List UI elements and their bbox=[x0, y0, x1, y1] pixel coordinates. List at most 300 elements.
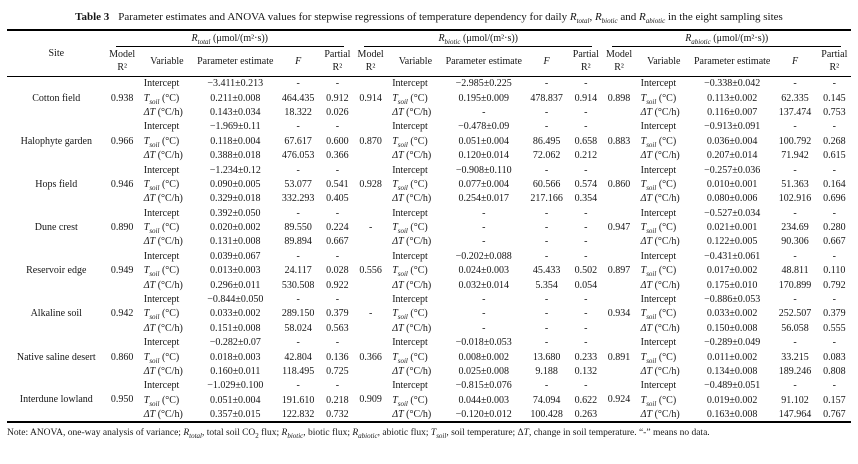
estimate-value: 0.051±0.004 bbox=[210, 394, 261, 406]
f-value: - bbox=[793, 164, 797, 176]
variable-symbol: T bbox=[640, 178, 647, 190]
variable-unit: (°C/h) bbox=[403, 322, 432, 334]
estimate-value: 0.051±0.004 bbox=[458, 135, 509, 147]
f-value: 42.804 bbox=[284, 351, 312, 363]
f-value: 58.024 bbox=[284, 322, 312, 334]
variable-label bbox=[139, 134, 195, 148]
variable-unit: (°C) bbox=[159, 308, 180, 320]
variable-label bbox=[387, 134, 443, 148]
variable-symbol: T bbox=[143, 351, 150, 363]
table-row bbox=[7, 336, 851, 350]
column-header-partial: Partial R² bbox=[321, 47, 354, 77]
f-value: - bbox=[793, 121, 797, 133]
f-value: 45.433 bbox=[532, 265, 561, 277]
model-r2-value: 0.870 bbox=[359, 135, 382, 147]
variable-subscript: soil bbox=[646, 97, 657, 106]
estimate-value: 0.017±0.002 bbox=[706, 265, 758, 277]
variable-subscript: soil bbox=[397, 356, 408, 365]
variable-unit: (°C) bbox=[656, 92, 677, 104]
f-value: 289.150 bbox=[281, 308, 315, 320]
site-name: Halophyte garden bbox=[20, 135, 92, 147]
variable-symbol: T bbox=[392, 265, 398, 277]
partial-r2-value: - bbox=[832, 380, 836, 392]
f-value: - bbox=[544, 121, 549, 133]
variable-symbol: T bbox=[640, 308, 647, 320]
variable-label: Intercept bbox=[640, 380, 677, 392]
f-value: - bbox=[793, 380, 797, 392]
variable-unit: (°C) bbox=[407, 178, 428, 190]
partial-r2-value: 0.218 bbox=[326, 394, 349, 406]
variable-unit: (°C/h) bbox=[155, 279, 183, 291]
variable-symbol: ΔT bbox=[392, 193, 404, 205]
table-number: Table 3 bbox=[75, 11, 110, 23]
variable-subscript: soil bbox=[397, 270, 408, 278]
text-segment: 2 bbox=[255, 431, 259, 440]
variable-unit: (°C) bbox=[656, 308, 677, 320]
estimate-value: 0.211±0.008 bbox=[210, 92, 261, 104]
estimate-value: 0.195±0.009 bbox=[458, 92, 509, 104]
table-note bbox=[7, 428, 851, 438]
variable-symbol: T bbox=[392, 135, 398, 147]
group-label-part: R bbox=[438, 33, 445, 44]
partial-r2-value: 0.600 bbox=[326, 135, 349, 147]
f-value: 234.69 bbox=[781, 222, 809, 234]
variable-subscript: soil bbox=[397, 183, 408, 192]
estimate-value: 0.388±0.018 bbox=[210, 150, 261, 162]
variable-unit: (°C) bbox=[407, 222, 428, 234]
model-r2-value: 0.883 bbox=[607, 135, 631, 147]
estimate-value: −0.844±0.050 bbox=[207, 294, 264, 306]
variable-label bbox=[387, 364, 443, 378]
partial-r2-value: 0.732 bbox=[326, 408, 349, 420]
partial-r2-value: 0.922 bbox=[326, 279, 349, 291]
estimate-value: −0.908±0.110 bbox=[455, 164, 512, 176]
estimate-value: −0.338±0.042 bbox=[704, 78, 761, 90]
f-value: - bbox=[793, 207, 797, 219]
variable-unit: (°C) bbox=[656, 394, 677, 406]
partial-r2-value: 0.145 bbox=[823, 92, 846, 104]
column-header-estimate: Parameter estimate bbox=[444, 47, 524, 77]
estimate-value: 0.163±0.008 bbox=[706, 408, 758, 420]
estimate-value: −0.527±0.034 bbox=[704, 207, 761, 219]
f-value: 252.507 bbox=[778, 308, 812, 320]
f-value: - bbox=[544, 106, 549, 118]
partial-r2-value: - bbox=[335, 207, 340, 219]
variable-label bbox=[139, 393, 195, 407]
estimate-value: 0.010±0.001 bbox=[706, 178, 758, 190]
model-r2-value: 0.928 bbox=[359, 178, 382, 190]
variable-unit: (°C) bbox=[159, 351, 180, 363]
f-value: 530.508 bbox=[281, 279, 315, 291]
site-name: Cotton field bbox=[32, 92, 81, 104]
f-value: - bbox=[296, 164, 300, 176]
variable-symbol: ΔT bbox=[640, 150, 653, 162]
estimate-value: −0.478±0.09 bbox=[458, 121, 510, 133]
column-header-f: F bbox=[276, 47, 321, 77]
variable-unit: (°C/h) bbox=[155, 106, 183, 118]
partial-r2-value: - bbox=[832, 337, 836, 349]
table-row bbox=[7, 292, 851, 306]
variable-label bbox=[636, 393, 692, 407]
partial-r2-value: 0.502 bbox=[574, 265, 598, 277]
model-r2-value: 0.946 bbox=[110, 178, 134, 190]
column-header-site: Site bbox=[7, 30, 106, 77]
variable-label: Intercept bbox=[640, 121, 677, 133]
partial-r2-value: 0.132 bbox=[574, 366, 598, 377]
estimate-value: −1.234±0.12 bbox=[209, 164, 261, 176]
text-segment: , change in soil temperature. “-” means no data. bbox=[528, 427, 710, 438]
variable-label: Intercept bbox=[143, 294, 180, 306]
variable-unit: (°C) bbox=[656, 265, 677, 277]
variable-symbol: T bbox=[143, 135, 150, 147]
estimate-value: - bbox=[482, 308, 486, 320]
partial-r2-value: - bbox=[335, 294, 340, 306]
estimate-value: 0.090±0.005 bbox=[210, 178, 261, 190]
variable-unit: (°C) bbox=[407, 394, 428, 406]
model-r2-value: 0.891 bbox=[607, 351, 631, 363]
variable-unit: (°C/h) bbox=[652, 236, 680, 248]
variable-subscript: soil bbox=[149, 313, 160, 322]
estimate-value: −0.120±0.012 bbox=[455, 408, 512, 420]
variable-unit: (°C/h) bbox=[403, 236, 432, 248]
variable-label bbox=[139, 364, 195, 378]
variable-symbol: T bbox=[640, 92, 647, 104]
variable-label bbox=[387, 264, 443, 278]
model-r2-value: 0.934 bbox=[607, 308, 631, 320]
variable-symbol: T bbox=[640, 394, 647, 406]
estimate-value: −0.289±0.049 bbox=[704, 337, 761, 349]
model-r2-value: 0.914 bbox=[359, 92, 382, 104]
variable-unit: (°C) bbox=[656, 351, 677, 363]
variable-label bbox=[387, 177, 443, 191]
f-value: 48.811 bbox=[781, 265, 809, 277]
variable-symbol: ΔT bbox=[640, 366, 653, 377]
estimate-value: 0.150±0.008 bbox=[706, 322, 758, 334]
f-value: 118.495 bbox=[282, 366, 315, 377]
variable-label bbox=[139, 307, 195, 321]
group-header-rabiotic bbox=[602, 30, 851, 47]
group-label-part: (μmol/(m²·s)) bbox=[710, 33, 769, 44]
variable-symbol: T bbox=[392, 351, 398, 363]
variable-symbol: T bbox=[640, 135, 647, 147]
variable-label bbox=[139, 321, 195, 335]
variable-unit: (°C/h) bbox=[403, 150, 432, 162]
variable-subscript: soil bbox=[646, 183, 657, 192]
variable-label bbox=[387, 235, 443, 249]
text-segment: biotic bbox=[601, 17, 618, 26]
estimate-value: 0.044±0.003 bbox=[458, 394, 509, 406]
variable-symbol: ΔT bbox=[392, 106, 404, 118]
partial-r2-value: 0.574 bbox=[574, 178, 598, 190]
text-segment: Parameter estimates and ANOVA values for stepwise regressions of temperature dependency for daily bbox=[118, 11, 570, 23]
f-value: 100.428 bbox=[530, 408, 563, 420]
f-value: - bbox=[793, 294, 797, 306]
text-segment: R bbox=[639, 11, 646, 23]
estimate-value: 0.020±0.002 bbox=[210, 222, 261, 234]
variable-symbol: ΔT bbox=[392, 236, 404, 248]
column-header-f: F bbox=[772, 47, 817, 77]
estimate-value: −3.411±0.213 bbox=[207, 78, 264, 90]
model-r2-value: 0.950 bbox=[110, 394, 134, 406]
variable-symbol: ΔT bbox=[143, 322, 156, 334]
partial-r2-value: - bbox=[584, 380, 588, 392]
partial-r2-value: 0.157 bbox=[823, 394, 846, 406]
partial-r2-value: - bbox=[832, 164, 836, 176]
partial-r2-value: 0.541 bbox=[326, 178, 349, 190]
variable-symbol: ΔT bbox=[640, 236, 653, 248]
model-r2-value: 0.924 bbox=[607, 394, 631, 406]
model-r2-value: 0.909 bbox=[359, 394, 382, 406]
f-value: - bbox=[544, 380, 549, 392]
f-value: - bbox=[793, 250, 797, 262]
variable-label bbox=[636, 307, 692, 321]
f-value: 74.094 bbox=[532, 394, 561, 406]
variable-unit: (°C) bbox=[159, 394, 180, 406]
partial-r2-value: - bbox=[832, 121, 836, 133]
variable-unit: (°C) bbox=[407, 92, 428, 104]
group-label-part: (μmol/(m²·s)) bbox=[210, 33, 269, 44]
partial-r2-value: - bbox=[335, 337, 340, 349]
variable-symbol: ΔT bbox=[392, 322, 404, 334]
text-segment: flux; bbox=[258, 427, 282, 438]
partial-r2-value: 0.366 bbox=[326, 150, 349, 162]
partial-r2-value: - bbox=[832, 294, 836, 306]
variable-symbol: T bbox=[392, 394, 398, 406]
estimate-value: 0.033±0.002 bbox=[210, 308, 261, 320]
partial-r2-value: 0.054 bbox=[574, 279, 598, 291]
text-segment: and bbox=[617, 11, 640, 23]
variable-label bbox=[387, 220, 443, 234]
variable-unit: (°C) bbox=[656, 135, 677, 147]
variable-subscript: soil bbox=[646, 227, 657, 235]
group-label-part: abiotic bbox=[691, 38, 711, 46]
variable-unit: (°C/h) bbox=[652, 150, 680, 162]
estimate-value: 0.008±0.002 bbox=[458, 351, 509, 363]
text-segment: abiotic bbox=[358, 431, 378, 440]
f-value: 67.617 bbox=[284, 135, 312, 147]
estimate-value: −1.029±0.100 bbox=[207, 380, 264, 392]
partial-r2-value: 0.028 bbox=[326, 265, 349, 277]
partial-r2-value: 0.083 bbox=[823, 351, 846, 363]
estimate-value: 0.013±0.003 bbox=[210, 265, 261, 277]
f-value: - bbox=[296, 250, 300, 262]
partial-r2-value: 0.912 bbox=[326, 92, 349, 104]
variable-label bbox=[139, 235, 195, 249]
variable-label: Intercept bbox=[392, 78, 428, 90]
variable-subscript: soil bbox=[646, 356, 657, 365]
f-value: 102.916 bbox=[778, 193, 812, 205]
variable-unit: (°C/h) bbox=[155, 322, 183, 334]
estimate-value: 0.080±0.006 bbox=[706, 193, 758, 205]
f-value: 86.495 bbox=[532, 135, 561, 147]
variable-label: Intercept bbox=[392, 294, 428, 306]
partial-r2-value: - bbox=[584, 222, 588, 234]
variable-unit: (°C/h) bbox=[155, 193, 183, 205]
estimate-value: 0.131±0.008 bbox=[210, 236, 261, 248]
variable-unit: (°C) bbox=[159, 178, 180, 190]
variable-symbol: ΔT bbox=[143, 236, 156, 248]
variable-subscript: soil bbox=[397, 97, 408, 106]
partial-r2-value: 0.224 bbox=[326, 222, 349, 234]
variable-symbol: ΔT bbox=[640, 408, 653, 420]
estimate-value: 0.077±0.004 bbox=[458, 178, 509, 190]
variable-unit: (°C/h) bbox=[652, 322, 680, 334]
group-label bbox=[116, 31, 344, 47]
variable-unit: (°C/h) bbox=[403, 193, 432, 205]
variable-label: Intercept bbox=[392, 250, 428, 262]
variable-label bbox=[636, 235, 692, 249]
partial-r2-value: 0.263 bbox=[574, 408, 598, 420]
partial-r2-value: - bbox=[584, 106, 588, 118]
f-value: 464.435 bbox=[281, 92, 315, 104]
estimate-value: 0.329±0.018 bbox=[210, 193, 261, 205]
estimate-value: −0.913±0.091 bbox=[704, 121, 761, 133]
column-header-model: Model R² bbox=[354, 47, 387, 77]
variable-label bbox=[139, 105, 195, 119]
model-r2-value: 0.897 bbox=[607, 265, 631, 277]
text-segment: , abiotic flux; bbox=[377, 427, 431, 438]
column-header-estimate: Parameter estimate bbox=[195, 47, 275, 77]
partial-r2-value: 0.914 bbox=[574, 92, 598, 104]
variable-symbol: T bbox=[143, 265, 150, 277]
variable-label bbox=[387, 407, 443, 421]
text-segment: in the eight sampling sites bbox=[665, 11, 783, 23]
variable-unit: (°C) bbox=[407, 351, 428, 363]
column-header-partial: Partial R² bbox=[569, 47, 602, 77]
variable-label bbox=[387, 321, 443, 335]
variable-label bbox=[139, 407, 195, 421]
variable-unit: (°C/h) bbox=[652, 408, 680, 420]
variable-symbol: T bbox=[640, 265, 647, 277]
variable-subscript: soil bbox=[149, 399, 160, 408]
estimate-value: 0.134±0.008 bbox=[706, 366, 758, 377]
variable-symbol: ΔT bbox=[392, 408, 404, 420]
variable-symbol: T bbox=[640, 222, 647, 234]
site-name: Dune crest bbox=[34, 222, 78, 234]
text-segment: soil bbox=[436, 431, 447, 440]
estimate-value: 0.019±0.002 bbox=[706, 394, 758, 406]
partial-r2-value: - bbox=[584, 294, 588, 306]
f-value: 332.293 bbox=[281, 193, 315, 205]
estimate-value: 0.392±0.050 bbox=[210, 207, 261, 219]
variable-label bbox=[636, 220, 692, 234]
partial-r2-value: - bbox=[584, 250, 588, 262]
f-value: 217.166 bbox=[530, 193, 563, 205]
f-value: - bbox=[544, 222, 549, 234]
f-value: - bbox=[296, 294, 300, 306]
f-value: 478.837 bbox=[530, 92, 563, 104]
variable-unit: (°C/h) bbox=[155, 366, 183, 377]
variable-label: Intercept bbox=[143, 207, 180, 219]
partial-r2-value: 0.268 bbox=[823, 135, 846, 147]
variable-unit: (°C/h) bbox=[403, 106, 432, 118]
f-value: 13.680 bbox=[532, 351, 561, 363]
text-segment: R bbox=[281, 427, 288, 438]
variable-subscript: soil bbox=[646, 399, 657, 408]
variable-label bbox=[636, 407, 692, 421]
f-value: 137.474 bbox=[778, 106, 812, 118]
column-header-variable: Variable bbox=[139, 47, 195, 77]
partial-r2-value: 0.563 bbox=[326, 322, 349, 334]
variable-label: Intercept bbox=[143, 250, 180, 262]
variable-symbol: ΔT bbox=[392, 150, 404, 162]
f-value: - bbox=[793, 78, 797, 90]
estimate-value: 0.033±0.002 bbox=[706, 308, 758, 320]
partial-r2-value: 0.808 bbox=[823, 366, 846, 377]
variable-subscript: soil bbox=[646, 270, 657, 278]
estimate-value: −0.431±0.061 bbox=[704, 250, 761, 262]
f-value: 56.058 bbox=[781, 322, 809, 334]
variable-symbol: ΔT bbox=[640, 322, 653, 334]
f-value: - bbox=[296, 337, 300, 349]
variable-subscript: soil bbox=[397, 227, 408, 235]
variable-label: Intercept bbox=[640, 78, 677, 90]
site-name: Native saline desert bbox=[16, 351, 96, 363]
estimate-value: 0.018±0.003 bbox=[210, 351, 261, 363]
variable-label bbox=[387, 148, 443, 162]
estimate-value: 0.118±0.004 bbox=[210, 135, 261, 147]
variable-unit: (°C) bbox=[407, 135, 428, 147]
estimate-value: - bbox=[482, 322, 486, 334]
partial-r2-value: 0.792 bbox=[823, 279, 846, 291]
partial-r2-value: 0.667 bbox=[823, 236, 846, 248]
f-value: - bbox=[296, 207, 300, 219]
f-value: - bbox=[296, 380, 300, 392]
f-value: - bbox=[544, 78, 549, 90]
model-r2-value: 0.949 bbox=[110, 265, 134, 277]
estimate-value: - bbox=[482, 222, 486, 234]
table-row bbox=[7, 206, 851, 220]
table-row bbox=[7, 77, 851, 91]
variable-label: Intercept bbox=[640, 207, 677, 219]
variable-label: Intercept bbox=[640, 294, 677, 306]
variable-label: Intercept bbox=[143, 164, 180, 176]
variable-subscript: soil bbox=[149, 183, 160, 192]
variable-label bbox=[636, 264, 692, 278]
variable-unit: (°C) bbox=[656, 178, 677, 190]
variable-label bbox=[636, 134, 692, 148]
estimate-value: 0.175±0.010 bbox=[706, 279, 758, 291]
partial-r2-value: 0.405 bbox=[326, 193, 349, 205]
text-segment: R bbox=[594, 11, 602, 23]
variable-label bbox=[636, 350, 692, 364]
partial-r2-value: 0.658 bbox=[574, 135, 598, 147]
table-row bbox=[7, 163, 851, 177]
variable-unit: (°C/h) bbox=[403, 279, 432, 291]
partial-r2-value: - bbox=[584, 322, 588, 334]
f-value: 51.363 bbox=[781, 178, 809, 190]
estimate-value: −0.257±0.036 bbox=[704, 164, 761, 176]
partial-r2-value: - bbox=[584, 121, 588, 133]
f-value: - bbox=[544, 250, 549, 262]
variable-label bbox=[139, 350, 195, 364]
variable-unit: (°C) bbox=[656, 222, 677, 234]
f-value: 100.792 bbox=[778, 135, 812, 147]
estimate-value: −0.489±0.051 bbox=[704, 380, 761, 392]
partial-r2-value: - bbox=[584, 164, 588, 176]
variable-unit: (°C) bbox=[159, 92, 180, 104]
model-r2-value: 0.860 bbox=[607, 178, 631, 190]
partial-r2-value: - bbox=[584, 236, 588, 248]
column-header-f: F bbox=[524, 47, 569, 77]
estimate-value: - bbox=[482, 294, 486, 306]
model-r2-value: - bbox=[368, 222, 373, 234]
variable-unit: (°C/h) bbox=[403, 366, 432, 377]
f-value: 90.306 bbox=[781, 236, 809, 248]
variable-symbol: ΔT bbox=[640, 279, 653, 291]
partial-r2-value: 0.354 bbox=[574, 193, 598, 205]
f-value: 18.322 bbox=[284, 106, 312, 118]
